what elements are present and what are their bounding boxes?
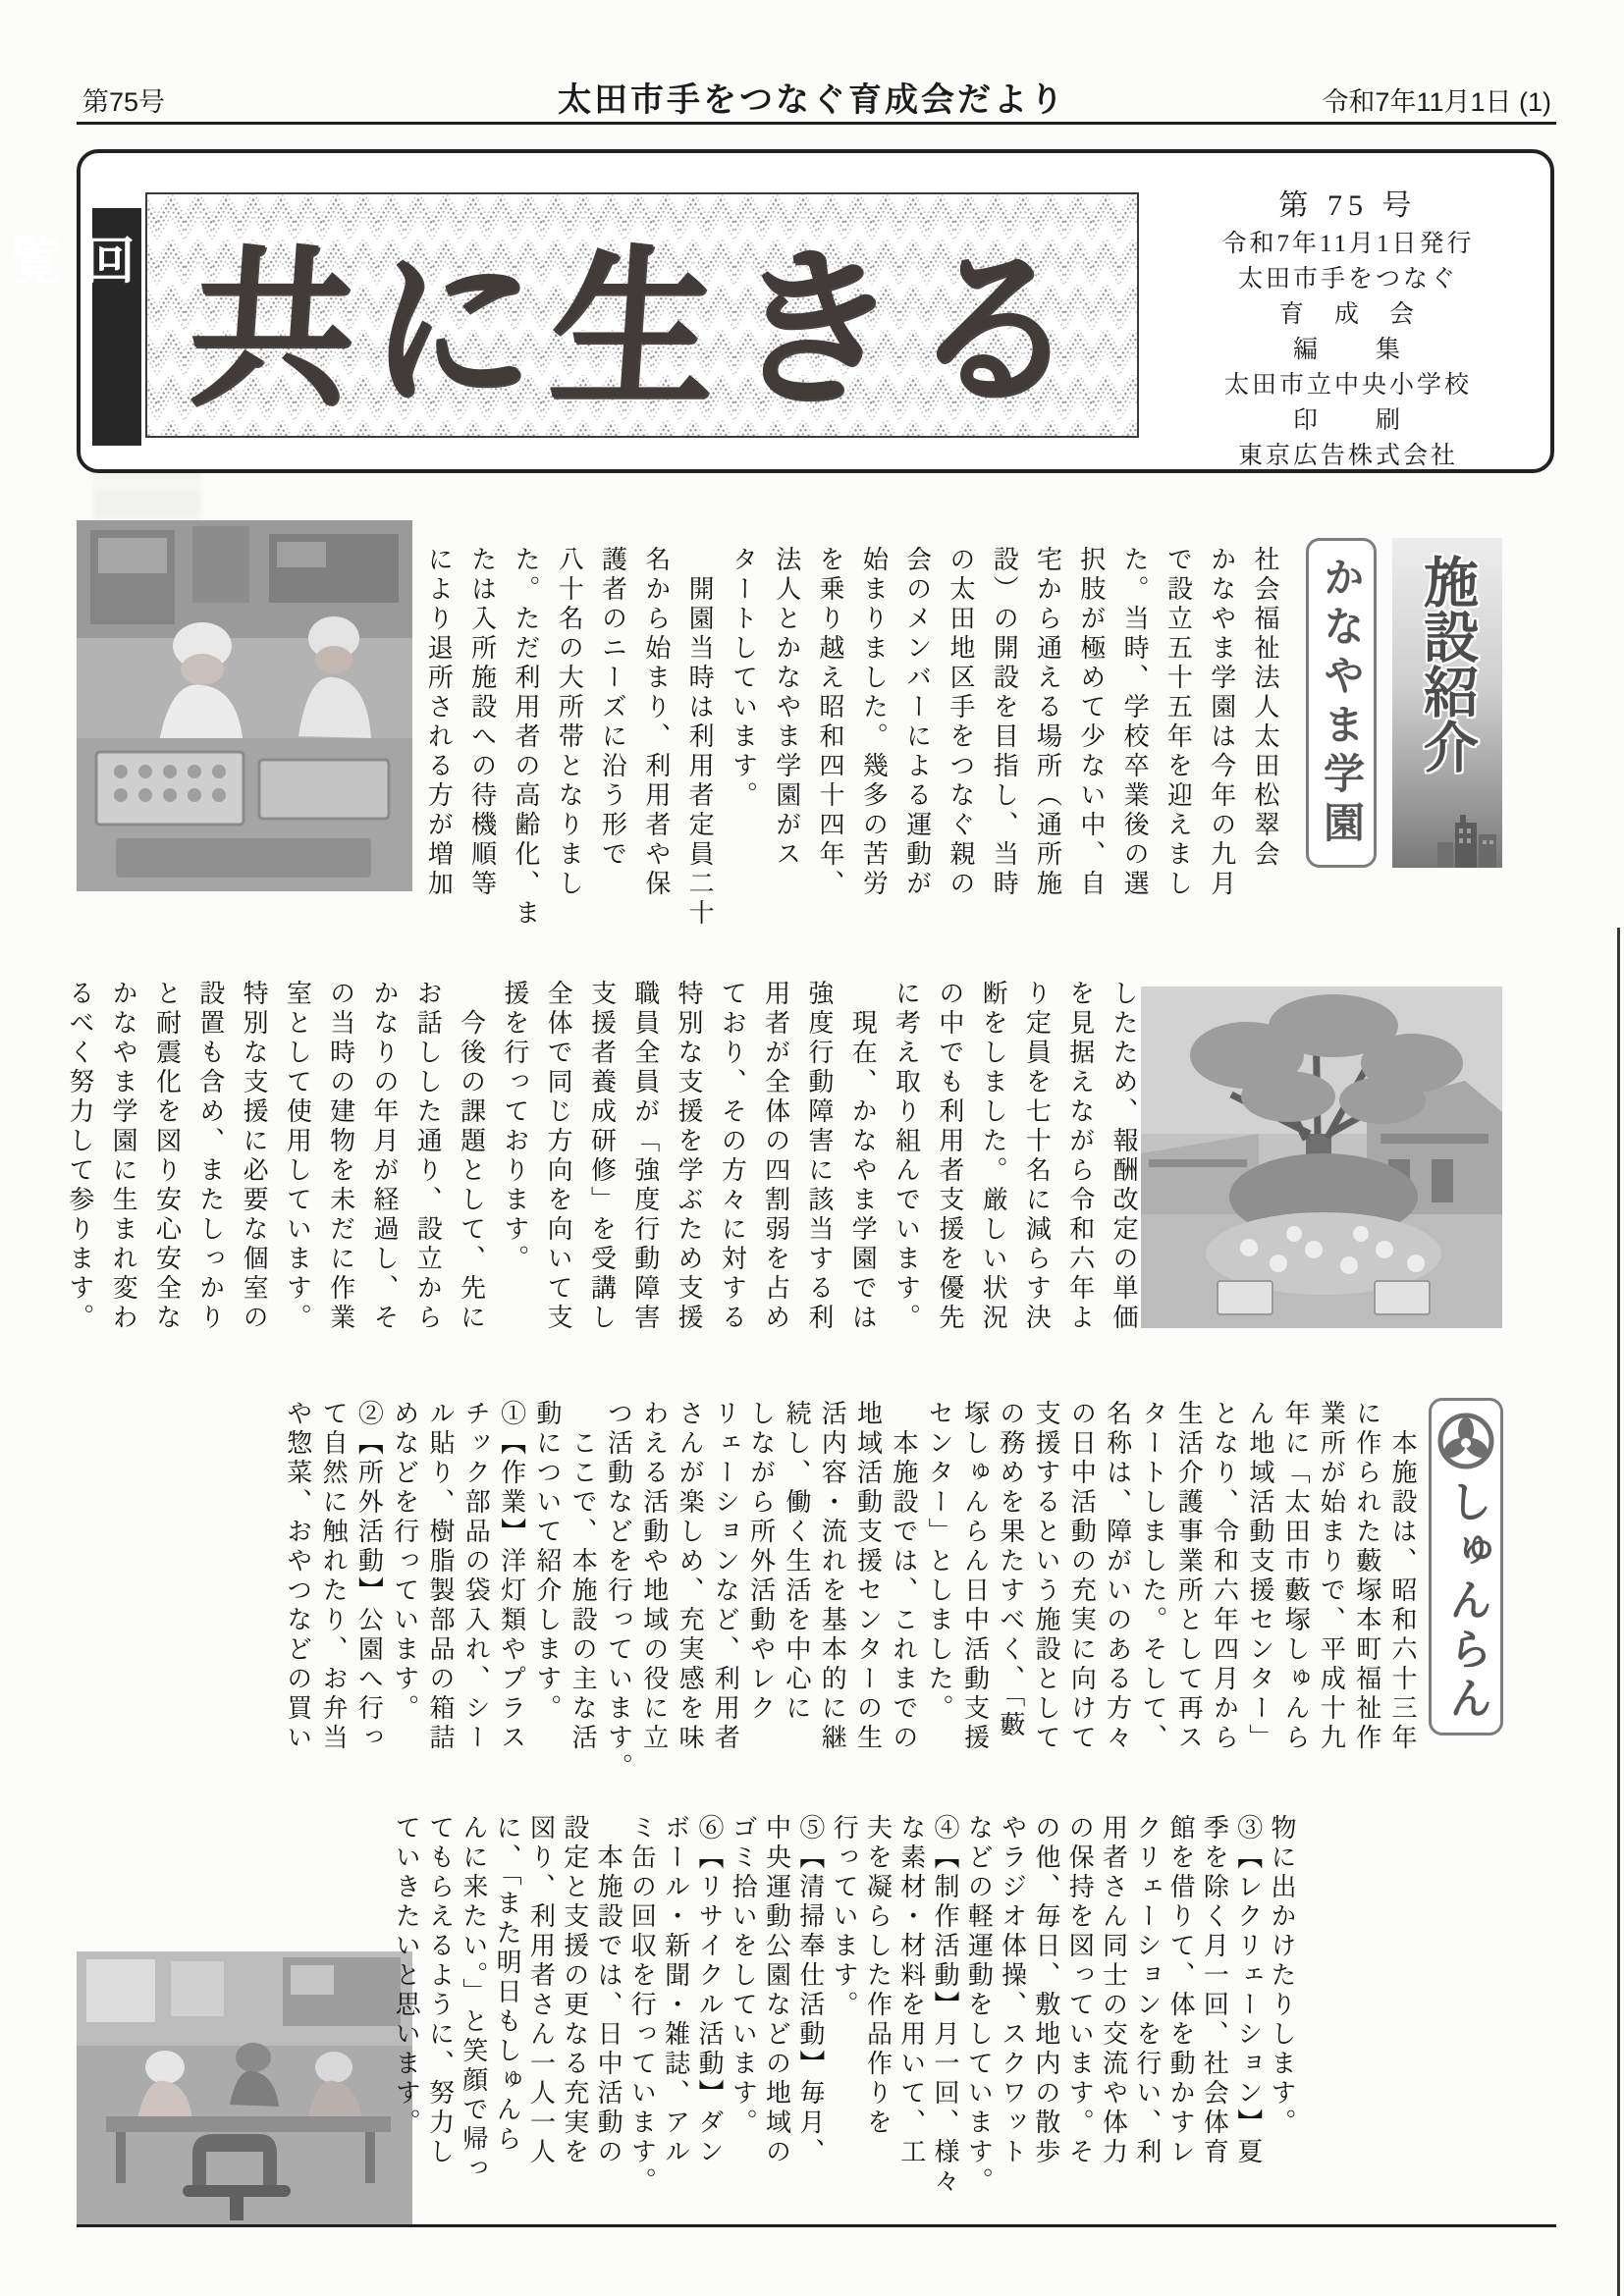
text-column: 八十名の大所帯となりまし <box>555 546 584 899</box>
text-column: 季を除く月一回、社会体育 <box>1200 1814 1229 2167</box>
text-column: 本施設では、日中活動の <box>594 1814 623 2167</box>
text-column: しながら所外活動やレク <box>746 1400 776 1724</box>
text-column: 行っています。 <box>830 1814 859 2020</box>
text-column: 地域活動支援センターの生 <box>853 1400 883 1753</box>
text-column: 援を行っております。 <box>500 980 529 1274</box>
text-column: てもらえるように、努力し <box>425 1814 455 2167</box>
publication-info-line: 編 集 <box>1292 337 1403 363</box>
masthead <box>2 149 1554 473</box>
text-column: 特別な支援に必要な個室の <box>240 980 269 1333</box>
text-column: 設）の開設を目指し、当時 <box>990 546 1019 899</box>
text-column: 現在、かなやま学園では <box>848 980 878 1333</box>
text-column: た。ただ利用者の高齢化、ま <box>511 546 540 929</box>
photo-courtyard-tree <box>1141 987 1502 1328</box>
header-date: 令和7年11月1日 (1) <box>1322 87 1551 117</box>
text-column: 図り、利用者さん一人一人 <box>526 1814 556 2167</box>
text-column: タートしました。そして、 <box>1138 1400 1167 1753</box>
text-column: チック部品の袋入れ、シー <box>461 1400 491 1753</box>
text-column: て自然に触れたり、お弁当 <box>319 1400 349 1753</box>
text-column: 業所が始まりで、平成十九 <box>1317 1400 1346 1753</box>
text-column: 年に「太田市藪塚しゅんら <box>1281 1400 1311 1753</box>
text-column: 強度行動障害に該当する利 <box>804 980 834 1333</box>
text-column: の務めを果たすべく、「藪 <box>996 1400 1025 1740</box>
text-column: 本施設では、これまでの <box>889 1400 918 1753</box>
text-column: 生活介護事業所として再ス <box>1174 1400 1204 1753</box>
text-column: の他、毎日、敷地内の散歩 <box>1031 1814 1060 2167</box>
text-column: 支援者養成研修」を受講し <box>587 980 617 1333</box>
text-column: 設置も含め、またしっかり <box>195 980 225 1333</box>
text-column: つ活動などを行っています。 <box>604 1400 633 1783</box>
text-column: 物に出かけたりします。 <box>1268 1814 1296 2138</box>
text-column: 会のメンバーによる運動が <box>902 546 932 899</box>
article-shunran-block-1 <box>283 1400 1417 1802</box>
publication-info-line: 太田市立中央小学校 <box>1223 372 1472 399</box>
text-column: ていきたいと思います。 <box>392 1814 421 2138</box>
header-issue-number: 第75号 <box>82 87 166 117</box>
publication-info-line: 東京広告株式会社 <box>1237 443 1458 469</box>
text-column: などの軽運動をしています。 <box>964 1814 994 2197</box>
text-column: 今後の課題として、先に <box>457 980 486 1333</box>
text-column: ており、その方々に対する <box>718 980 747 1333</box>
masthead-pattern-panel <box>145 192 1139 438</box>
text-column: 宅から通える場所（通所施 <box>1033 546 1062 899</box>
facility-title-shunran <box>1429 1398 1503 1735</box>
text-column: 名から始まり、利用者や保 <box>641 546 671 899</box>
publication-info-line: 令和7年11月1日発行 <box>1221 231 1475 257</box>
building-silhouette-icon <box>1392 805 1502 868</box>
text-column: 活内容・流れを基本的に継 <box>818 1400 847 1753</box>
scan-edge-artifact <box>1617 928 1620 2296</box>
text-column: の日中活動の充実に向けて <box>1067 1400 1097 1753</box>
text-column: リェーションなど、利用者 <box>711 1400 740 1753</box>
text-column: に、「また明日もしゅんら <box>493 1814 522 2155</box>
page-title: 太田市手をつなぐ育成会だより <box>558 81 1066 119</box>
text-column: 断をしました。厳しい状況 <box>979 980 1008 1333</box>
circulation-badge: 回覧 <box>92 208 141 446</box>
text-column: ミ缶の回収を行っています。 <box>627 1814 657 2197</box>
page-bottom-divider <box>77 2224 1556 2227</box>
section-header-label: 施設紹介 <box>1417 554 1479 774</box>
text-column: ①【作業】洋灯類やプラス <box>497 1400 526 1753</box>
article-kanayama-block-2 <box>57 980 1137 1378</box>
text-column: センター」としました。 <box>925 1400 954 1724</box>
text-column: と耐震化を図り安心安全な <box>152 980 182 1333</box>
text-column: ④【制作活動】月一回、様々 <box>931 1814 960 2197</box>
text-column: かなやま学園に生まれ変わ <box>109 980 138 1333</box>
text-column: 全体で同じ方向を向いて支 <box>544 980 573 1333</box>
header-divider <box>77 122 1556 125</box>
text-column: クリェーションを行い、利 <box>1132 1814 1162 2167</box>
shunran-emblem-icon <box>1437 1413 1494 1469</box>
text-column: ボール・新聞・雑誌、アル <box>661 1814 690 2167</box>
text-column: 開園当時は利用者定員二十 <box>685 546 715 929</box>
text-column: 室として使用しています。 <box>283 980 312 1333</box>
facility-title-text: しゅんらん <box>1442 1479 1490 1725</box>
text-column: 護者のニーズに沿う形で <box>598 546 627 870</box>
text-column: 夫を凝らした作品作りを <box>863 1814 893 2138</box>
text-column: 始まりました。幾多の苦労 <box>859 546 889 899</box>
text-column: た。当時、学校卒業後の選 <box>1120 546 1150 899</box>
publication-info-line: 育 成 会 <box>1278 301 1417 328</box>
text-column: の当時の建物を未だに作業 <box>326 980 355 1333</box>
text-column: ゴミ拾いをしています。 <box>729 1814 758 2138</box>
text-column: 設定と支援の更なる充実を <box>560 1814 589 2167</box>
text-column: を見据えながら令和六年よ <box>1065 980 1095 1333</box>
text-column: となり、令和六年四月から <box>1210 1400 1239 1753</box>
text-column: 支援するという施設として <box>1032 1400 1061 1753</box>
text-column: に考え取り組んでいます。 <box>892 980 921 1333</box>
article-kanayama-block-1 <box>422 546 1278 942</box>
text-column: 続し、働く生活を中心に <box>782 1400 811 1724</box>
photo-kitchen-food-preparation <box>77 520 412 891</box>
text-column: めなどを行っています。 <box>390 1400 419 1724</box>
photo-indoor-workshop <box>77 1951 412 2224</box>
text-column: ③【レクリェーション】夏 <box>1233 1814 1263 2167</box>
text-column: ん地域活動支援センター」 <box>1245 1400 1274 1753</box>
facility-title-text: かなやま学園 <box>1319 556 1365 850</box>
publication-info <box>1161 181 1536 469</box>
text-column: により退所される方が増加 <box>424 546 454 899</box>
text-column: たは入所施設への待機順等 <box>467 546 497 899</box>
text-column: 用者が全体の四割弱を占め <box>761 980 790 1333</box>
publication-info-line: 印 刷 <box>1292 407 1403 434</box>
article-shunran-block-2 <box>392 1814 1296 2221</box>
text-column: り定員を七十名に減らす決 <box>1022 980 1052 1333</box>
text-column: タートしています。 <box>729 546 758 811</box>
text-column: や惣菜、おやつなどの買い <box>283 1400 312 1753</box>
publication-info-line: 第 75 号 <box>1278 189 1418 222</box>
text-column: ル貼り、樹脂製部品の箱詰 <box>425 1400 455 1753</box>
text-column: わえる活動や地域の役に立 <box>639 1400 669 1753</box>
facility-title-kanayama <box>1306 538 1377 868</box>
text-column: を乗り越え昭和四十四年、 <box>816 546 845 899</box>
text-column: ここで、本施設の主な活 <box>568 1400 598 1753</box>
text-column: さんが楽しめ、充実感を味 <box>676 1400 705 1753</box>
text-column: 社会福祉法人太田松翠会 <box>1251 546 1279 870</box>
publication-info-line: 太田市手をつなぐ <box>1237 266 1458 293</box>
section-header-facility-intro <box>1392 538 1502 868</box>
text-column: 用者さん同士の交流や体力 <box>1099 1814 1128 2167</box>
text-column: 特別な支援を学ぶため支援 <box>675 980 704 1333</box>
text-column: 館を借りて、体を動かすレ <box>1166 1814 1196 2167</box>
text-column: で設立五十五年を迎えまし <box>1164 546 1193 899</box>
text-column: 中央運動公園などの地域の <box>762 1814 791 2167</box>
text-column: かなりの年月が経過し、そ <box>369 980 399 1333</box>
text-column: ⑥【リサイクル活動】ダン <box>694 1814 724 2167</box>
text-column: に作られた藪塚本町福祉作 <box>1352 1400 1381 1753</box>
text-column: 名称は、障がいのある方々 <box>1103 1400 1132 1753</box>
newsletter-main-title: 共に生きる <box>182 227 1101 429</box>
text-column: の太田地区手をつなぐ親の <box>946 546 975 899</box>
text-column: かなやま学園は今年の九月 <box>1207 546 1236 899</box>
text-column: の中でも利用者支援を優先 <box>935 980 964 1333</box>
text-column: ⑤【清掃奉仕活動】毎月、 <box>795 1814 825 2167</box>
text-column: したため、報酬改定の単価 <box>1110 980 1138 1333</box>
text-column: 動について紹介します。 <box>532 1400 562 1724</box>
text-column: 本施設は、昭和六十三年 <box>1388 1400 1417 1753</box>
text-column: 職員全員が「強度行動障害 <box>630 980 660 1333</box>
text-column: んに来たい。」と笑顔で帰っ <box>459 1814 488 2184</box>
text-column: やラジオ体操、スクワット <box>998 1814 1027 2167</box>
text-column: ②【所外活動】公園へ行っ <box>354 1400 384 1753</box>
text-column: お話しした通り、設立から <box>413 980 443 1333</box>
text-column: 塚しゅんらん日中活動支援 <box>960 1400 990 1753</box>
text-column: な素材・材料を用いて、工 <box>896 1814 926 2167</box>
text-column: の保持を図っています。そ <box>1065 1814 1095 2167</box>
text-column: るべく努力して参ります。 <box>65 980 94 1333</box>
text-column: 択肢が極めて少ない中、自 <box>1076 546 1106 899</box>
text-column: 法人とかなやま学園がス <box>772 546 801 870</box>
